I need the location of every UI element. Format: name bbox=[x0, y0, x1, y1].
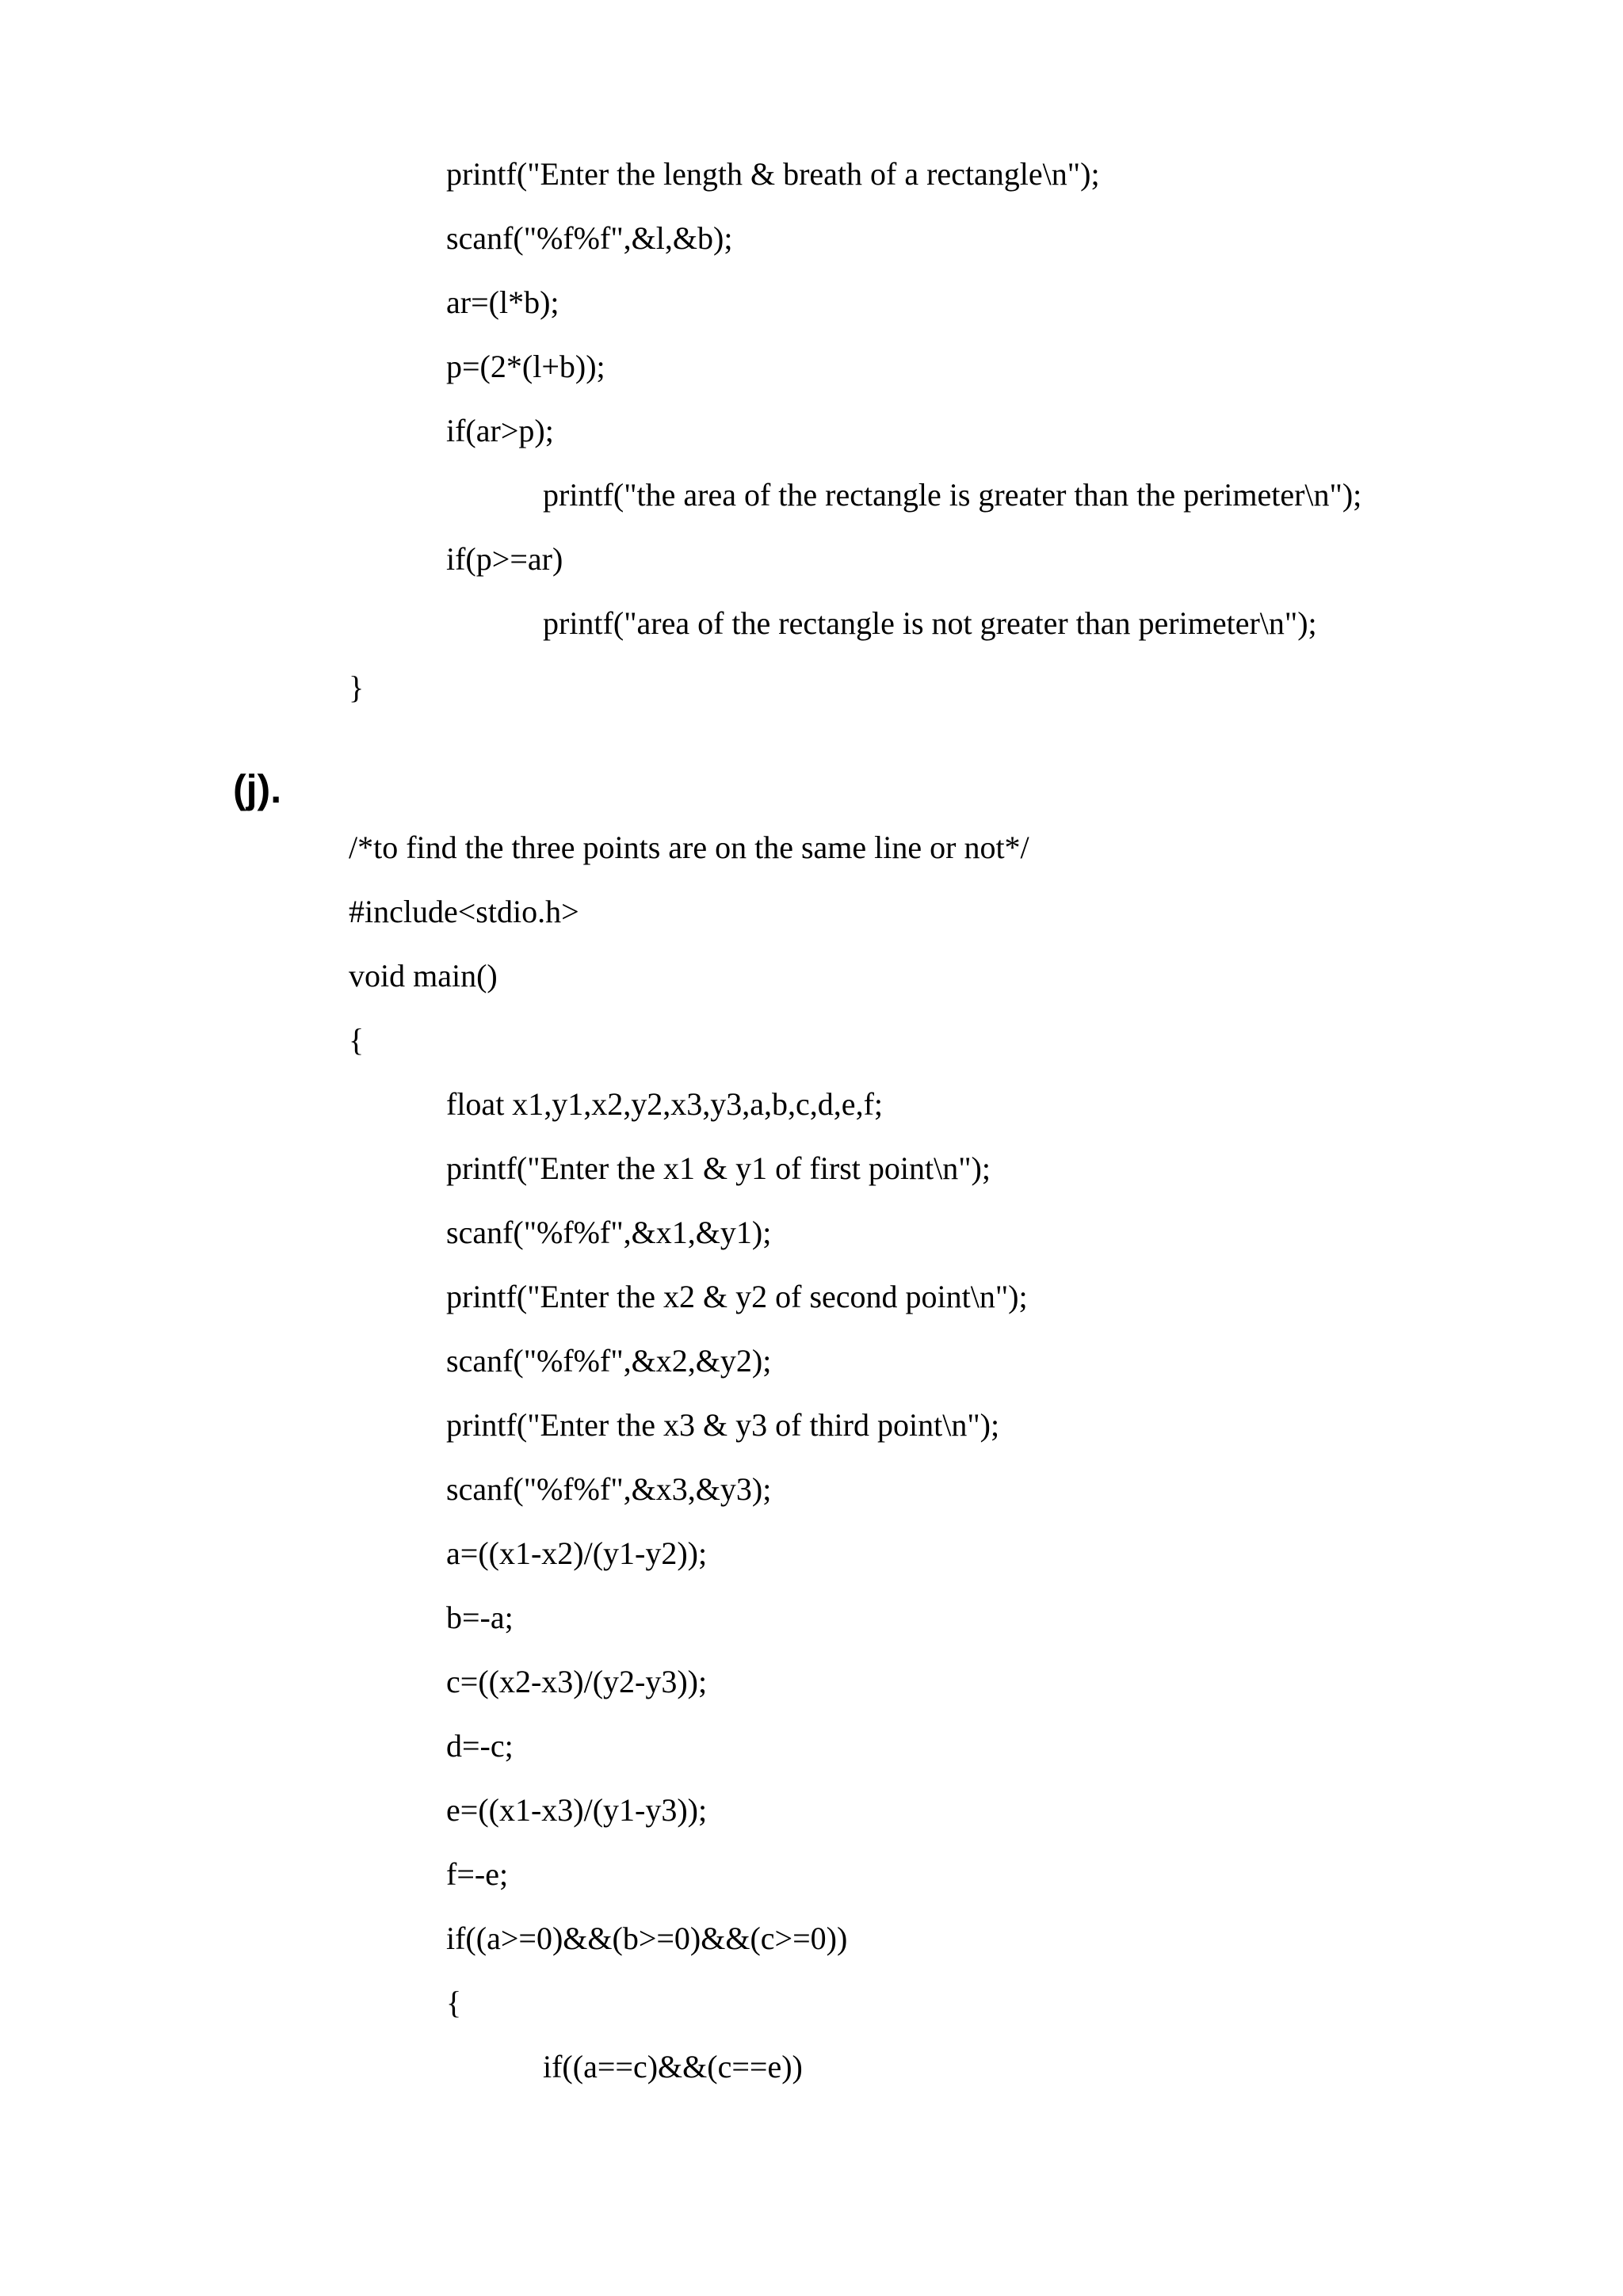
section-heading: (j). bbox=[233, 767, 282, 811]
code-line: printf("Enter the x2 & y2 of second point\n"); bbox=[446, 1279, 1028, 1314]
code-line: if((a>=0)&&(b>=0)&&(c>=0)) bbox=[446, 1920, 848, 1956]
code-line: printf("Enter the length & breath of a rectangle\n"); bbox=[446, 156, 1100, 192]
code-line: scanf("%f%f",&l,&b); bbox=[446, 220, 733, 256]
code-line: scanf("%f%f",&x1,&y1); bbox=[446, 1215, 772, 1250]
code-line: c=((x2-x3)/(y2-y3)); bbox=[446, 1664, 708, 1699]
code-line: f=-e; bbox=[446, 1856, 509, 1892]
code-line: d=-c; bbox=[446, 1728, 514, 1764]
code-line: p=(2*(l+b)); bbox=[446, 349, 605, 384]
code-line: e=((x1-x3)/(y1-y3)); bbox=[446, 1792, 708, 1828]
code-line: scanf("%f%f",&x3,&y3); bbox=[446, 1471, 772, 1507]
code-comment: /*to find the three points are on the same line or not*/ bbox=[349, 830, 1029, 865]
code-line: printf("the area of the rectangle is greater than the perimeter\n"); bbox=[543, 477, 1362, 513]
code-line: scanf("%f%f",&x2,&y2); bbox=[446, 1343, 772, 1379]
code-line: printf("Enter the x3 & y3 of third point\n"); bbox=[446, 1407, 1000, 1443]
code-line: } bbox=[349, 669, 365, 705]
code-line: b=-a; bbox=[446, 1600, 514, 1635]
code-line: printf("area of the rectangle is not greater than perimeter\n"); bbox=[543, 605, 1317, 641]
code-line: { bbox=[446, 1985, 462, 2020]
code-line: { bbox=[349, 1022, 365, 1058]
code-line: if((a==c)&&(c==e)) bbox=[543, 2049, 803, 2084]
code-line: printf("Enter the x1 & y1 of first point\n"); bbox=[446, 1150, 991, 1186]
code-line: if(p>=ar) bbox=[446, 541, 563, 577]
code-line: float x1,y1,x2,y2,x3,y3,a,b,c,d,e,f; bbox=[446, 1086, 883, 1122]
code-line: #include<stdio.h> bbox=[349, 894, 579, 929]
code-line: ar=(l*b); bbox=[446, 284, 559, 320]
code-line: a=((x1-x2)/(y1-y2)); bbox=[446, 1535, 708, 1571]
code-line: void main() bbox=[349, 958, 498, 994]
code-line: if(ar>p); bbox=[446, 413, 554, 448]
